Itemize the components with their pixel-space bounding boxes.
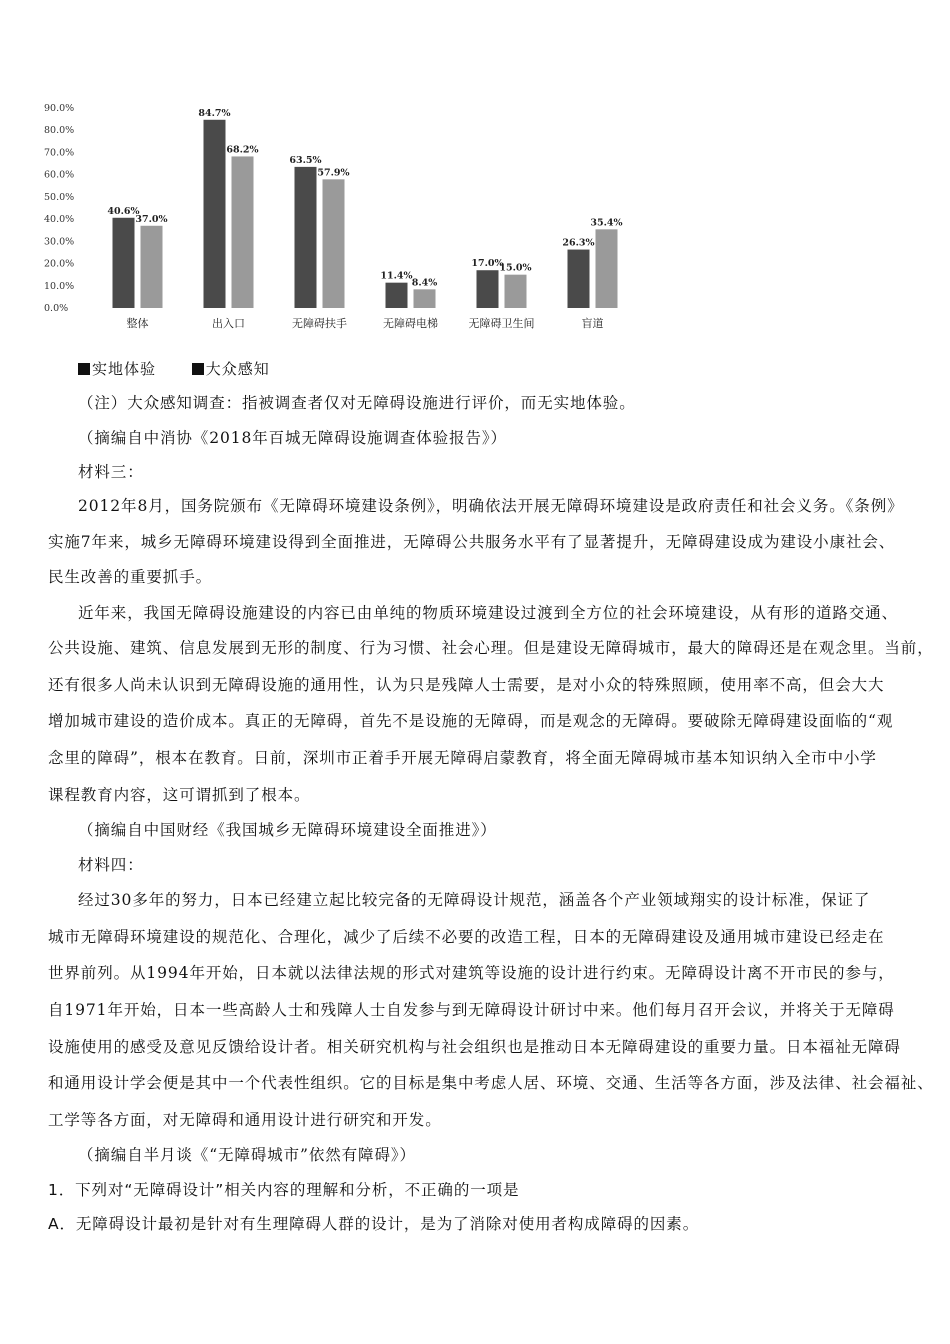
source-citation: （摘编自中国财经《我国城乡无障碍环境建设全面推进》） <box>78 821 497 839</box>
y-tick-label: 90.0% <box>44 103 75 114</box>
data-label: 63.5% <box>289 154 322 166</box>
y-tick-label: 80.0% <box>44 125 75 137</box>
bar <box>596 229 618 308</box>
bar <box>568 250 590 308</box>
data-label: 37.0% <box>135 213 168 225</box>
paragraph-line: 设施使用的感受及意见反馈给设计者。相关研究机构与社会组织也是推动日本无障碍建设的重要力量。日本福祉无障碍 <box>48 1038 901 1056</box>
legend-item-series2 <box>192 360 270 378</box>
bar <box>232 156 254 308</box>
bar <box>204 120 226 308</box>
bar <box>414 289 436 308</box>
category-label: 出入口 <box>212 317 245 330</box>
category-label: 无障碍卫生间 <box>468 317 535 330</box>
data-label: 57.9% <box>317 167 350 179</box>
paragraph-line: 2012年8月，国务院颁布《无障碍环境建设条例》，明确依法开展无障碍环境建设是政府责任和社会义务。《条例》 <box>78 497 904 515</box>
data-label: 26.3% <box>562 237 595 249</box>
bar <box>113 218 135 308</box>
data-label: 8.4% <box>411 277 438 289</box>
paragraph-line: 还有很多人尚未认识到无障碍设施的通用性，认为只是残障人士需要，是对小众的特殊照顾，使用率不高，但会大大 <box>48 676 885 694</box>
y-tick-label: 0.0% <box>44 303 69 314</box>
question-option-a: A．无障碍设计最初是针对有生理障碍人群的设计，是为了消除对使用者构成障碍的因素。 <box>48 1215 700 1233</box>
data-label: 35.4% <box>590 217 623 229</box>
chart-svg <box>40 90 640 350</box>
category-label: 无障碍电梯 <box>383 317 438 330</box>
category-label: 整体 <box>126 317 149 330</box>
legend-label: 实地体验 <box>92 360 157 378</box>
data-label: 40.6% <box>107 205 140 217</box>
legend-label: 大众感知 <box>205 360 270 378</box>
category-label: 无障碍扶手 <box>292 317 347 330</box>
bar <box>477 270 499 308</box>
source-citation: （摘编自半月谈《“无障碍城市”依然有障碍》） <box>78 1146 416 1164</box>
source-citation: （摘编自中消协《2018年百城无障碍设施调查体验报告》） <box>78 429 507 447</box>
y-tick-label: 30.0% <box>44 236 75 248</box>
paragraph-line: 自1971年开始，日本一些高龄人士和残障人士自发参与到无障碍设计研讨中来。他们每月召开会议，并将关于无障碍 <box>48 1001 895 1019</box>
chart-note: （注）大众感知调查：指被调查者仅对无障碍设施进行评价，而无实地体验。 <box>78 394 636 412</box>
y-tick-label: 40.0% <box>44 214 75 226</box>
section-heading: 材料三： <box>78 463 144 481</box>
data-label: 17.0% <box>471 258 504 270</box>
y-tick-label: 70.0% <box>44 147 75 159</box>
paragraph-line: 经过30多年的努力，日本已经建立起比较完备的无障碍设计规范，涵盖各个产业领域翔实的设计标准，保证了 <box>78 891 871 909</box>
paragraph-line: 工学等各方面，对无障碍和通用设计进行研究和开发。 <box>48 1111 442 1129</box>
bar-chart <box>40 90 640 350</box>
y-tick-label: 60.0% <box>44 169 75 181</box>
paragraph-line: 公共设施、建筑、信息发展到无形的制度、行为习惯、社会心理。但是建设无障碍城市，最大的障碍还是在观念里。当前， <box>48 639 934 657</box>
data-label: 68.2% <box>226 144 259 156</box>
paragraph-line: 课程教育内容，这可谓抓到了根本。 <box>48 786 311 804</box>
paragraph-line: 增加城市建设的造价成本。真正的无障碍，首先不是设施的无障碍，而是观念的无障碍。要破除无障碍建设面临的“观 <box>48 712 894 730</box>
bar <box>323 179 345 308</box>
section-heading: 材料四： <box>78 856 144 874</box>
paragraph-line: 和通用设计学会便是其中一个代表性组织。它的目标是集中考虑人居、环境、交通、生活等各方面，涉及法律、社会福祉、 <box>48 1074 934 1092</box>
bar <box>386 283 408 308</box>
bar <box>141 226 163 308</box>
paragraph-line: 世界前列。从1994年开始，日本就以法律法规的形式对建筑等设施的设计进行约束。无障碍设计离不开市民的参与， <box>48 964 895 982</box>
bar <box>505 275 527 308</box>
data-label: 84.7% <box>198 107 231 119</box>
category-label: 盲道 <box>581 317 604 330</box>
paragraph-line: 民生改善的重要抓手。 <box>48 568 213 586</box>
y-tick-label: 10.0% <box>44 280 75 292</box>
y-tick-label: 50.0% <box>44 191 75 203</box>
chart-legend <box>78 358 300 379</box>
y-tick-label: 20.0% <box>44 258 75 270</box>
legend-item-series1 <box>78 360 156 378</box>
paragraph-line: 城市无障碍环境建设的规范化、合理化，减少了后续不必要的改造工程，日本的无障碍建设及通用城市建设已经走在 <box>48 928 885 946</box>
paragraph-line: 实施7年来，城乡无障碍环境建设得到全面推进，无障碍公共服务水平有了显著提升，无障碍建设成为建设小康社会、 <box>48 533 896 551</box>
bar <box>295 167 317 308</box>
data-label: 11.4% <box>380 270 413 282</box>
data-label: 15.0% <box>499 262 532 274</box>
paragraph-line: 念里的障碍”，根本在教育。日前，深圳市正着手开展无障碍启蒙教育，将全面无障碍城市基本知识纳入全市中小学 <box>48 749 877 767</box>
black-square-icon <box>192 363 204 375</box>
black-square-icon <box>78 363 90 375</box>
question-stem: 1．下列对“无障碍设计”相关内容的理解和分析，不正确的一项是 <box>48 1181 520 1199</box>
paragraph-line: 近年来，我国无障碍设施建设的内容已由单纯的物质环境建设过渡到全方位的社会环境建设，从有形的道路交通、 <box>78 604 899 622</box>
